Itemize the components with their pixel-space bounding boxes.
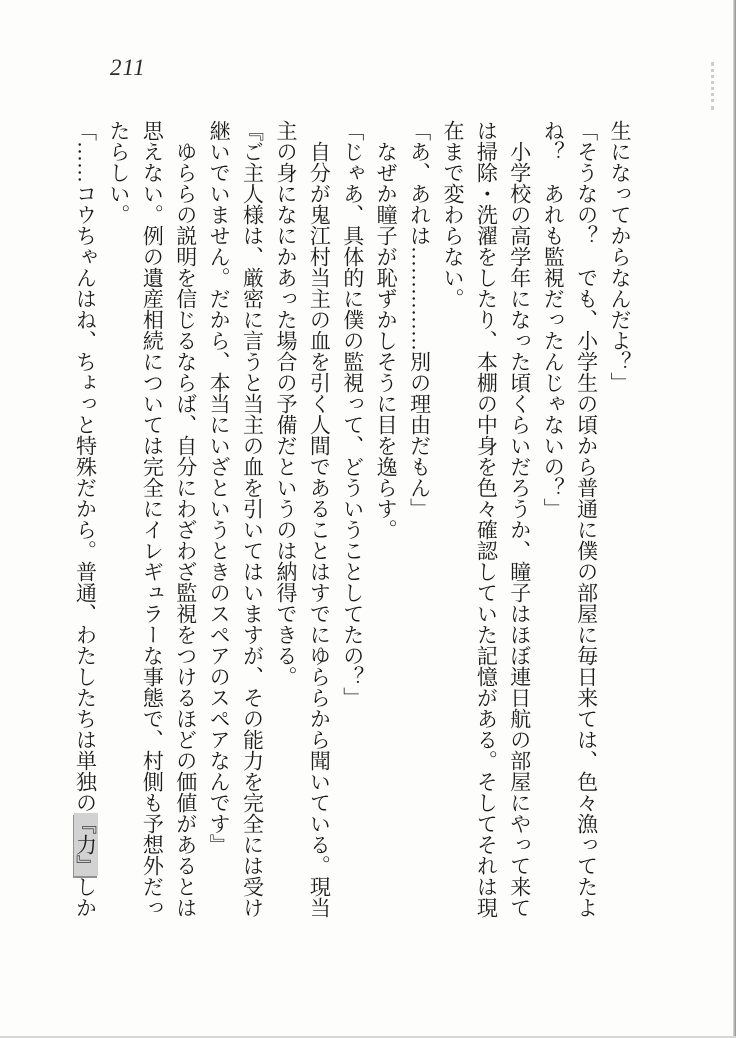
paragraph: 小学校の高学年になった頃くらいだろうか、瞳子はほぼ連日航の部屋にやって来ては掃除・洗濯をしたり、本棚の中身を色々確認していた記憶がある。そしてそれは現在まで変わらない。 — [440, 120, 532, 918]
paragraph: 「そうなの？ でも、小学生の頃から普通に僕の部屋に毎日来ては、色々漁ってたよね？ あれも監視だったんじゃないの？」 — [541, 120, 599, 918]
paragraph: 「じゃあ、具体的に僕の監視って、どういうことしてたの？」 — [340, 120, 365, 708]
emphasized-word: 『力』 — [73, 813, 98, 876]
paragraph: なぜか瞳子が恥ずかしそうに目を逸らす。 — [374, 120, 399, 540]
paragraph: 自分が鬼江村当主の血を引く人間であることはすでにゆららから聞いている。現当主の身になにかあった場合の予備だというのは納得できる。 — [273, 120, 332, 918]
paragraph-text: 「……コウちゃんはね、ちょっと特殊だから。普通、わたしたちは単独の — [73, 120, 98, 813]
paragraph: ゆららの説明を信じるならば、自分にわざわざ監視をつけるほどの価値があるとは思えない。例の遺産相続については完全にイレギュラーな事態で、村側も予想外だったらしい。 — [106, 120, 198, 918]
paragraph: 生になってからなんだよ？」 — [608, 120, 632, 393]
paragraph-text: しか — [73, 876, 98, 918]
scan-artifact-dotted-line — [711, 62, 714, 110]
paragraph — [68, 120, 101, 920]
paragraph: 「あ、あれは……………別の理由だもん」 — [407, 120, 432, 519]
paragraph: 『ご主人様は、厳密に言うと当主の血を引いてはいますが、その能力を完全には受け継いでいません。だから、本当にいざというときのスペアのスペアなんです』 — [207, 120, 265, 918]
page-number: 211 — [110, 55, 146, 80]
main-text — [68, 120, 636, 920]
